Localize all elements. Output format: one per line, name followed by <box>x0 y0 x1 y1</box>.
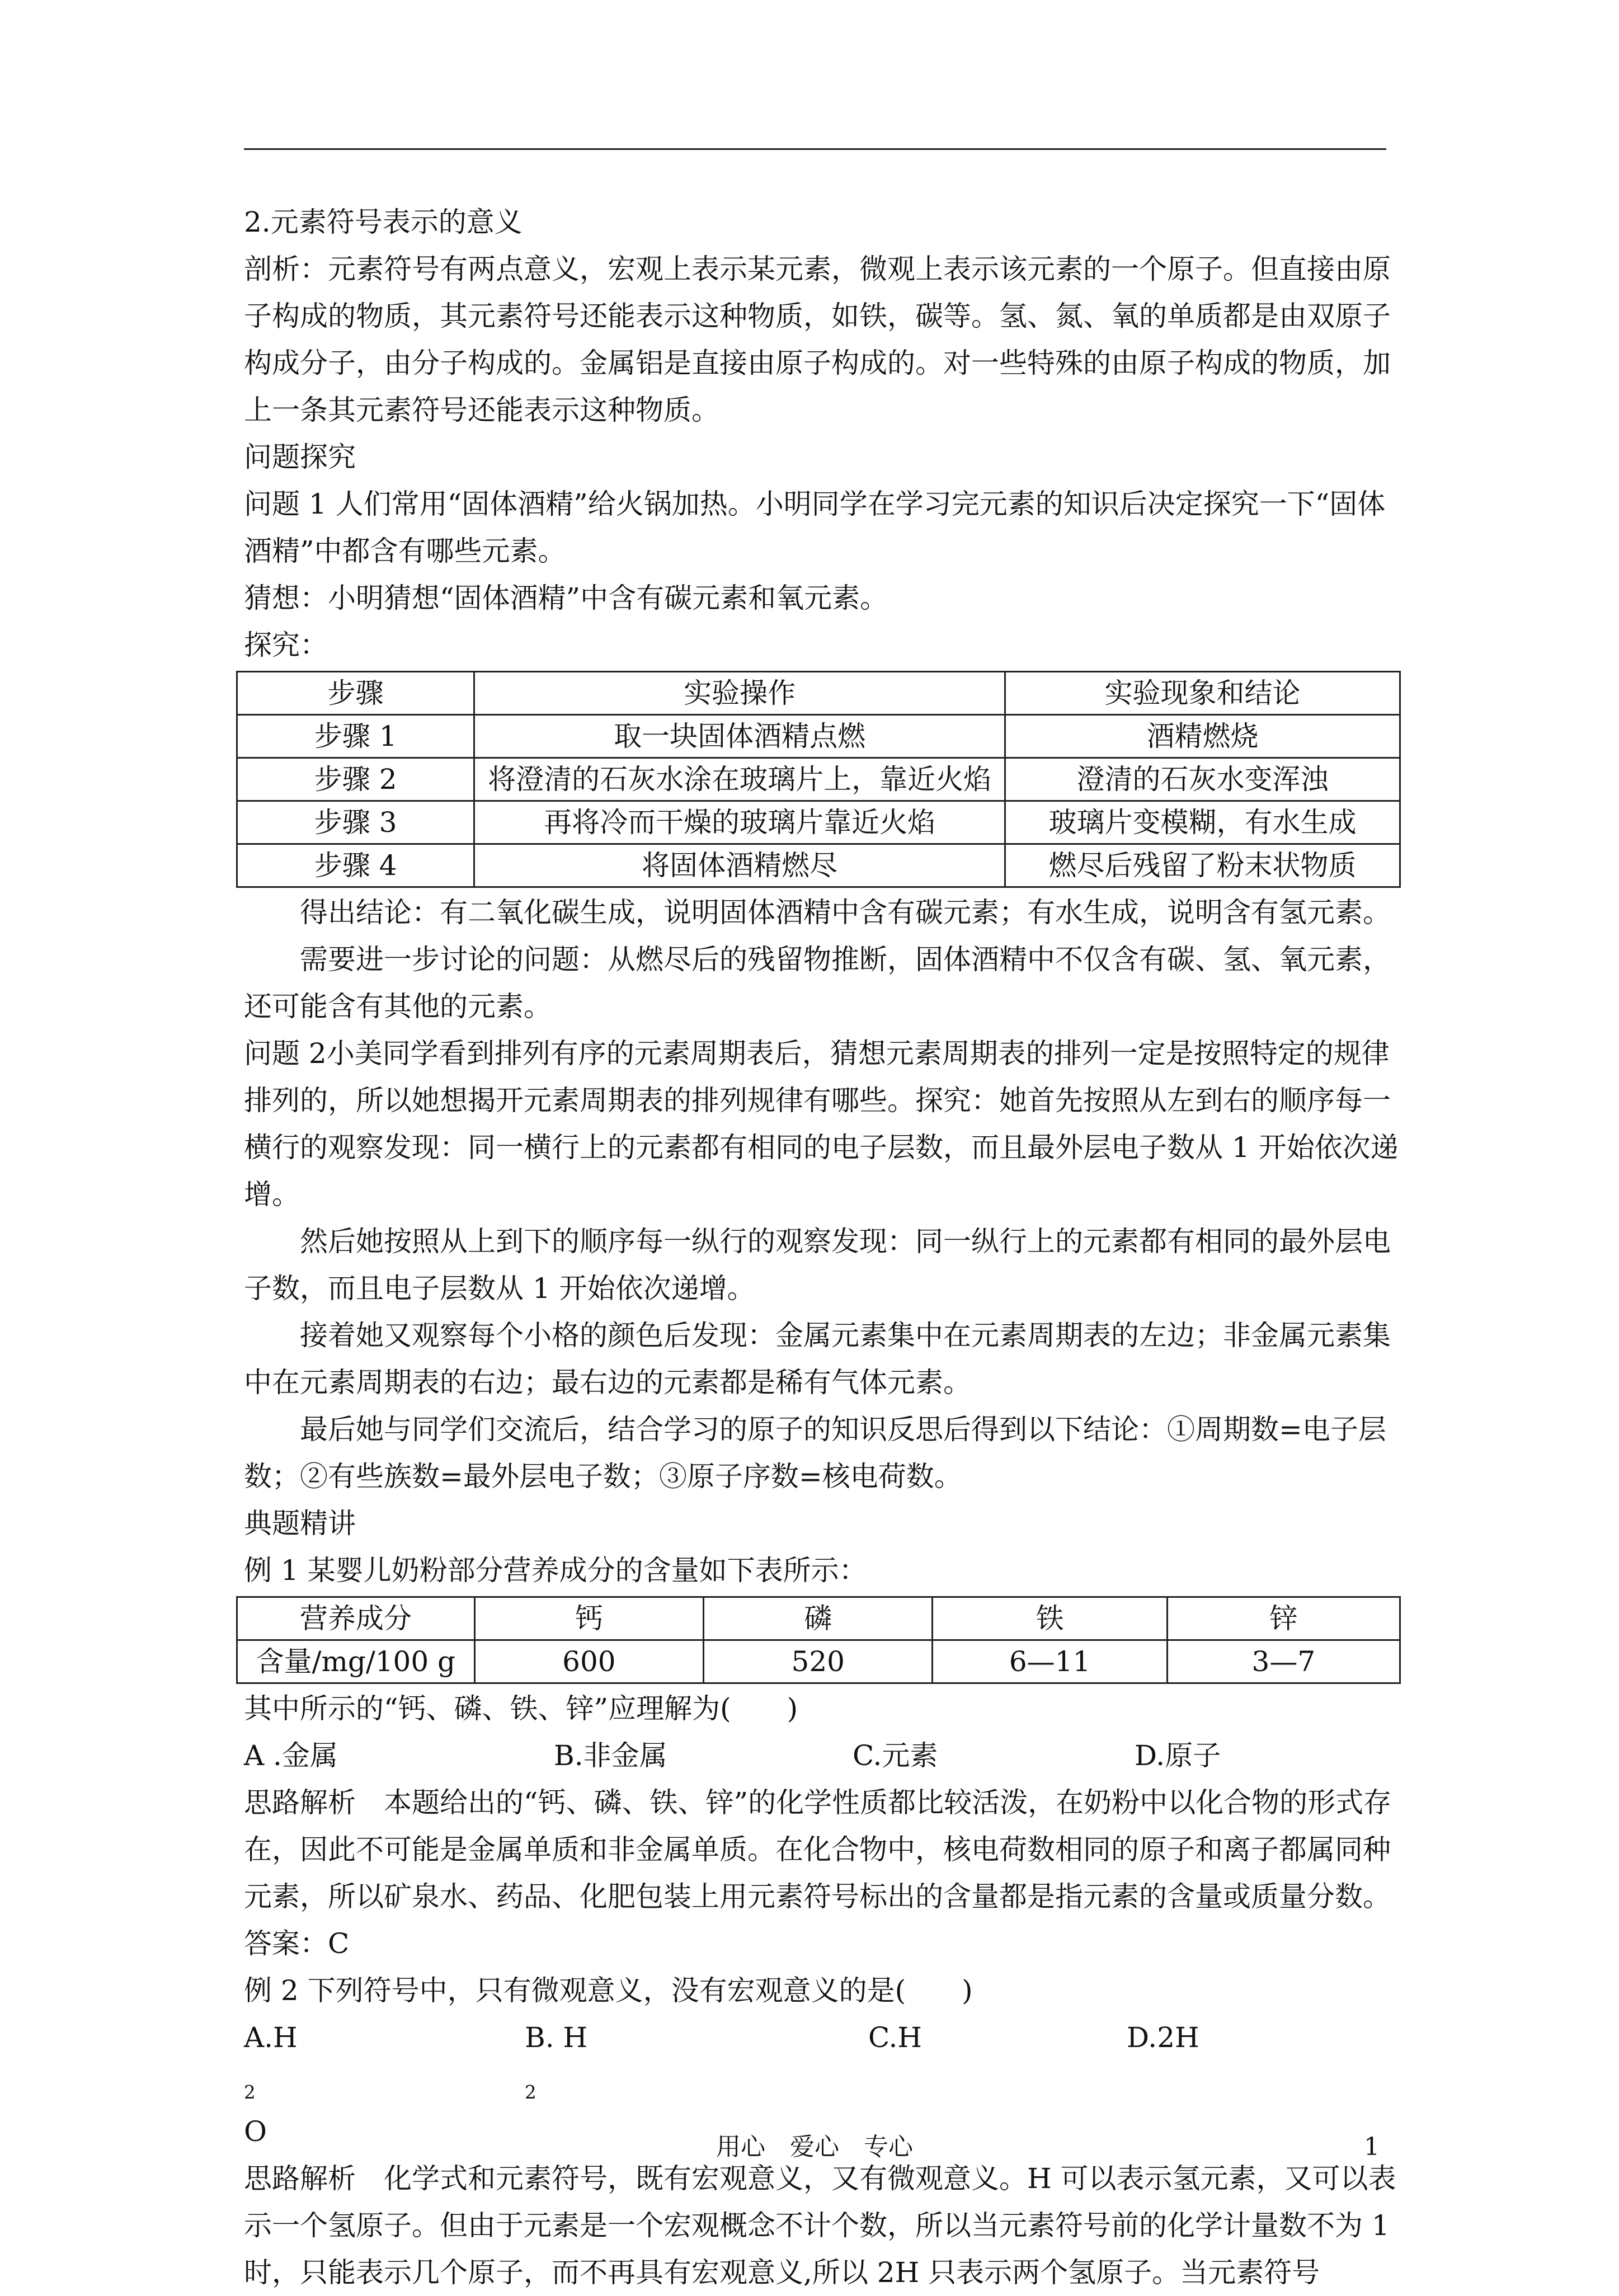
example-1-options <box>244 1732 1413 1779</box>
header-rule <box>244 148 1386 150</box>
table-row <box>237 801 1400 844</box>
page-number: 1 <box>1364 2133 1380 2161</box>
table-row <box>237 715 1400 758</box>
inquiry-heading: 问题探究 <box>244 441 356 473</box>
question-2-paragraph-2: 接着她又观察每个小格的颜色后发现：金属元素集中在元素周期表的左边；非金属元素集中在元素周期表的右边；最右边的元素都是稀有气体元素。 <box>244 1319 1391 1399</box>
question-1-conclusion: 得出结论：有二氧化碳生成，说明固体酒精中含有碳元素；有水生成，说明含有氢元素。 <box>300 896 1391 929</box>
table-header-cell: 实验操作 <box>474 672 1005 715</box>
table-row <box>237 1640 1400 1683</box>
example-2-analysis: 思路解析 化学式和元素符号，既有宏观意义，又有微观意义。H 可以表示氢元素，又可以表示一个氢原子。但由于元素是一个宏观概念不计个数，所以当元素符号前的化学计量数不为 1 时，只能表示几个原子，而不再具有宏观意义,所以 2H 只表示两个氢原子。当元素符号 <box>244 2162 1396 2289</box>
table-cell: 520 <box>704 1640 933 1683</box>
table-header-cell: 锌 <box>1167 1597 1400 1640</box>
table-cell: 步骤 1 <box>237 715 474 758</box>
table-cell: 燃尽后残留了粉末状物质 <box>1005 844 1400 887</box>
question-1-explore: 探究： <box>244 629 328 661</box>
question-2-paragraph-1: 然后她按照从上到下的顺序每一纵行的观察发现：同一纵行上的元素都有相同的最外层电子数，而且电子层数从 1 开始依次递增。 <box>244 1225 1391 1305</box>
question-1-guess: 猜想：小明猜想“固体酒精”中含有碳元素和氧元素。 <box>244 582 888 614</box>
table-header-row <box>237 1597 1400 1640</box>
section-title: 2.元素符号表示的意义 <box>244 206 523 238</box>
table-header-cell: 钙 <box>474 1597 703 1640</box>
option-c: C.元素 <box>853 1739 938 1772</box>
table-cell: 取一块固体酒精点燃 <box>474 715 1005 758</box>
table-cell: 6—11 <box>933 1640 1167 1683</box>
option-b: B. H $_2$ <box>525 2021 588 2104</box>
table-cell: 将澄清的石灰水涂在玻璃片上，靠近火焰 <box>474 758 1005 801</box>
option-a: A.H $_2$ O <box>244 2021 298 2148</box>
question-2-text: 问题 2小美同学看到排列有序的元素周期表后，猜想元素周期表的排列一定是按照特定的规律排列的，所以她想揭开元素周期表的排列规律有哪些。探究：她首先按照从左到右的顺序每一横行的观察发现：同一横行上的元素都有相同的电子层数，而且最外层电子数从 1 开始依次递增。 <box>244 1037 1399 1211</box>
table-row <box>237 758 1400 801</box>
table-row <box>237 844 1400 887</box>
table-cell: 步骤 2 <box>237 758 474 801</box>
table-cell: 含量/mg/100 g <box>237 1640 475 1683</box>
example-1-stem: 例 1 某婴儿奶粉部分营养成分的含量如下表所示： <box>244 1554 867 1587</box>
table-cell: 600 <box>474 1640 703 1683</box>
table-header-cell: 营养成分 <box>237 1597 475 1640</box>
table-cell: 玻璃片变模糊，有水生成 <box>1005 801 1400 844</box>
table-cell: 将固体酒精燃尽 <box>474 844 1005 887</box>
footer-motto: 用心 爱心 专心 <box>716 2133 913 2161</box>
table-header-cell: 步骤 <box>237 672 474 715</box>
nutrition-table <box>236 1596 1401 1684</box>
option-c: C.H <box>868 2021 922 2054</box>
example-1-question: 其中所示的“钙、磷、铁、锌”应理解为( ) <box>244 1692 798 1725</box>
table-header-cell: 实验现象和结论 <box>1005 672 1400 715</box>
typical-heading: 典题精讲 <box>244 1507 356 1540</box>
option-d: D.2H <box>1127 2021 1199 2054</box>
table-header-cell: 铁 <box>933 1597 1167 1640</box>
table-header-cell: 磷 <box>704 1597 933 1640</box>
document-body <box>244 199 1413 2296</box>
table-cell: 3—7 <box>1167 1640 1400 1683</box>
example-1-analysis: 思路解析 本题给出的“钙、磷、铁、锌”的化学性质都比较活泼，在奶粉中以化合物的形式存在，因此不可能是金属单质和非金属单质。在化合物中，核电荷数相同的原子和离子都属同种元素，所以矿泉水、药品、化肥包装上用元素符号标出的含量都是指元素的含量或质量分数。 <box>244 1786 1392 1913</box>
table-cell: 步骤 3 <box>237 801 474 844</box>
analysis-paragraph: 剖析：元素符号有两点意义，宏观上表示某元素，微观上表示该元素的一个原子。但直接由原子构成的物质，其元素符号还能表示这种物质，如铁，碳等。氢、氮、氧的单质都是由双原子构成分子，由分子构成的。金属铝是直接由原子构成的。对一些特殊的由原子构成的物质，加上一条其元素符号还能表示这种物质。 <box>244 253 1391 426</box>
table-header-row <box>237 672 1400 715</box>
example-2-stem: 例 2 下列符号中，只有微观意义，没有宏观意义的是( ) <box>244 1974 973 2007</box>
table-cell: 步骤 4 <box>237 844 474 887</box>
experiment-table <box>236 671 1401 888</box>
option-d: D.原子 <box>1135 1739 1221 1772</box>
table-cell: 酒精燃烧 <box>1005 715 1400 758</box>
option-a: A .金属 <box>244 1739 338 1772</box>
question-2-paragraph-3: 最后她与同学们交流后，结合学习的原子的知识反思后得到以下结论：①周期数=电子层数；②有些族数=最外层电子数；③原子序数=核电荷数。 <box>244 1413 1386 1493</box>
table-cell: 再将冷而干燥的玻璃片靠近火焰 <box>474 801 1005 844</box>
example-1-answer: 答案：C <box>244 1927 350 1960</box>
option-b: B.非金属 <box>554 1739 667 1772</box>
question-1-further: 需要进一步讨论的问题：从燃尽后的残留物推断，固体酒精中不仅含有碳、氢、氧元素，还可能含有其他的元素。 <box>244 943 1391 1023</box>
question-1-text: 问题 1 人们常用“固体酒精”给火锅加热。小明同学在学习完元素的知识后决定探究一下“固体酒精”中都含有哪些元素。 <box>244 488 1386 567</box>
table-cell: 澄清的石灰水变浑浊 <box>1005 758 1400 801</box>
